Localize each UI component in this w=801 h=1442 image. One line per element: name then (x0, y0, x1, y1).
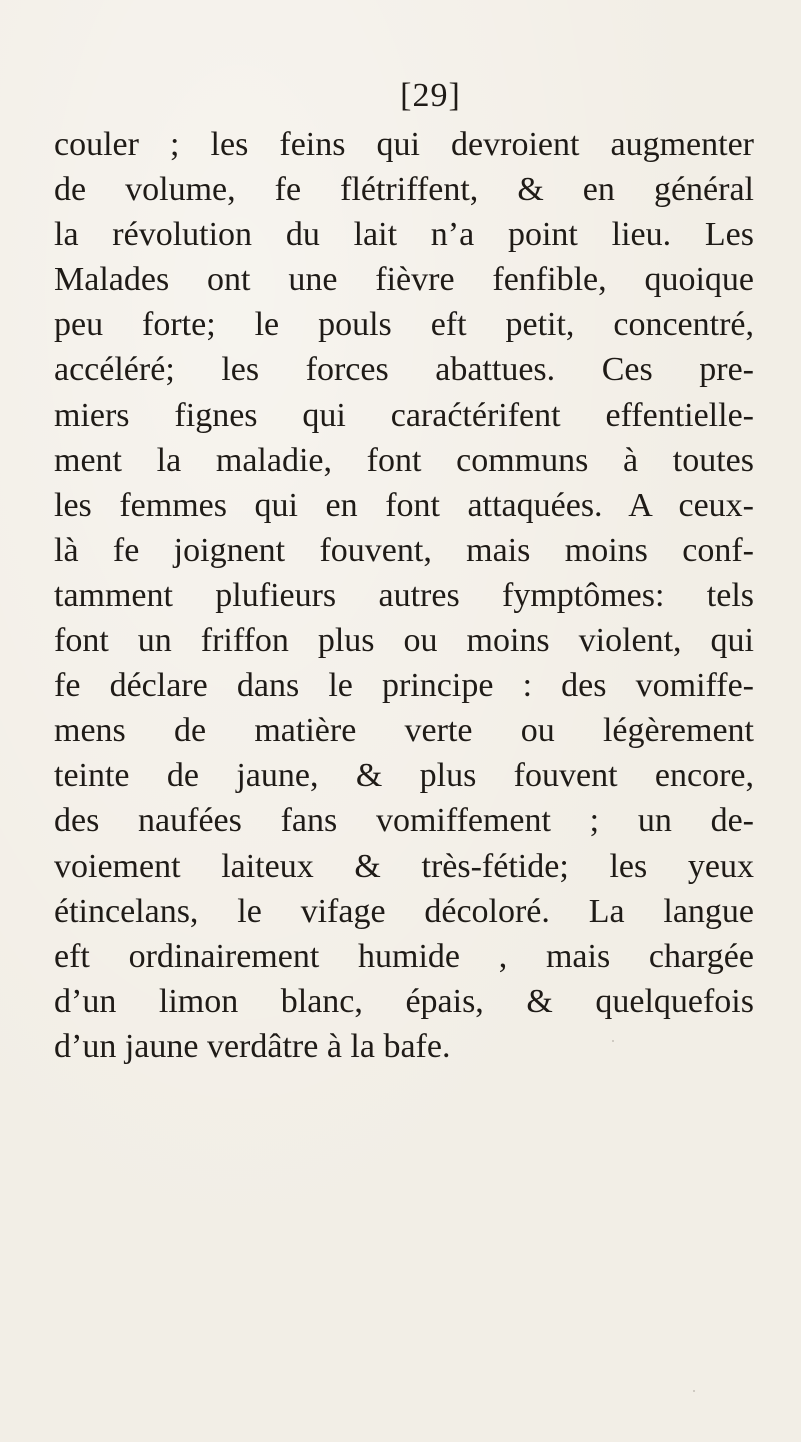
text-line: eft ordinairement humide , mais chargée (54, 937, 754, 975)
text-line: couler ; les feins qui devroient augmenter (54, 126, 754, 163)
paper-speck (693, 1390, 695, 1392)
text-line: Malades ont une fièvre fenfible, quoique (54, 261, 754, 299)
text-line: là fe joignent fouvent, mais moins conf- (54, 531, 754, 569)
text-line: miers fignes qui caraćtérifent effentielle- (54, 396, 754, 434)
text-line: les femmes qui en font attaquées. A ceux- (54, 486, 754, 524)
text-line: mens de matière verte ou légèrement (54, 712, 754, 750)
text-line: peu forte; le pouls eft petit, concentré, (54, 306, 754, 344)
body-text (54, 122, 754, 1069)
page-number: [29] (400, 77, 461, 114)
text-line: voiement laiteux & très-fétide; les yeux (54, 847, 754, 885)
text-line: étincelans, le vifage décoloré. La langue (54, 892, 754, 930)
paper-speck (612, 1040, 614, 1042)
text-line: tamment plufieurs autres fymptômes: tels (54, 576, 754, 614)
text-line: d’un limon blanc, épais, & quelquefois (54, 982, 754, 1020)
text-line: des naufées fans vomiffement ; un de- (54, 802, 754, 840)
paper-speck (580, 560, 582, 562)
text-line: ment la maladie, font communs à toutes (54, 441, 754, 479)
text-line: accéléré; les forces abattues. Ces pre- (54, 351, 754, 389)
text-line: de volume, fe flétriffent, & en général (54, 171, 754, 209)
text-line: d’un jaune verdâtre à la bafe. (54, 1027, 451, 1065)
text-line: teinte de jaune, & plus fouvent encore, (54, 757, 754, 795)
text-line: fe déclare dans le principe : des vomiffe- (54, 667, 754, 705)
text-line: la révolution du lait n’a point lieu. Les (54, 216, 754, 254)
text-line: font un friffon plus ou moins violent, qui (54, 622, 754, 660)
